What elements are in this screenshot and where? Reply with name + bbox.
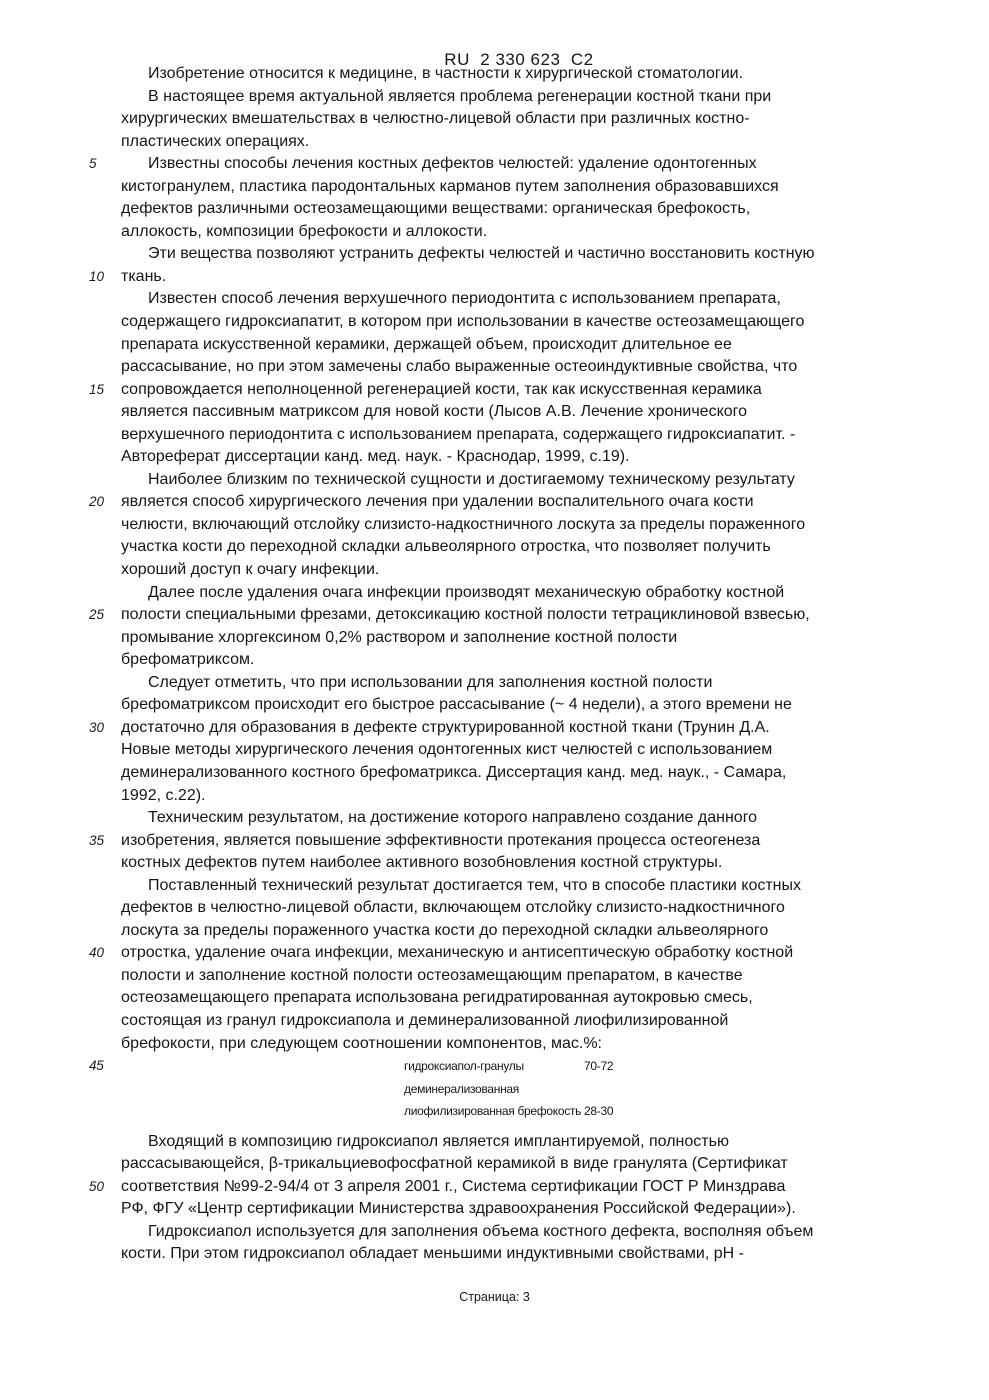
line-text: Эти вещества позволяют устранить дефекты челюстей и частично восстановить костную	[148, 245, 815, 263]
text-line	[0, 987, 989, 1010]
line-number-marker: 50	[89, 1178, 105, 1194]
line-text: костных дефектов путем наиболее активного возобновления костной структуры.	[121, 854, 723, 872]
text-line	[0, 762, 989, 785]
line-text: Новые методы хирургического лечения одонтогенных кист челюстей с использованием	[121, 741, 773, 759]
composition-label: лиофилизированная брефокость	[404, 1104, 582, 1119]
text-line	[0, 288, 989, 311]
text-line	[0, 1010, 989, 1033]
line-text: хороший доступ к очагу инфекции.	[121, 561, 380, 579]
line-number-marker: 5	[89, 156, 97, 172]
document-number: RU 2 330 623 C2	[444, 50, 594, 69]
text-line	[0, 379, 989, 402]
text-line	[0, 266, 989, 289]
line-text: РФ, ФГУ «Центр сертификации Министерства здравоохранения Российской Федерации»).	[121, 1200, 796, 1218]
line-text: брефокости, при следующем соотношении компонентов, мас.%:	[121, 1034, 602, 1052]
text-line	[0, 536, 989, 559]
text-line	[0, 627, 989, 650]
line-text: отростка, удаление очага инфекции, механическую и антисептическую обработку костной	[121, 944, 794, 962]
line-text: соответствия №99-2-94/4 от 3 апреля 2001 г., Система сертификации ГОСТ Р Минздрава	[121, 1177, 786, 1195]
line-text: полости и заполнение костной полости остеозамещающим препаратом, в качестве	[121, 966, 743, 984]
line-text: Наиболее близким по технической сущности и достигаемому техническому результату	[148, 470, 795, 488]
line-text: рассасывание, но при этом замечены слабо выраженные остеоиндуктивные свойства, что	[121, 358, 798, 376]
text-line	[0, 1176, 989, 1199]
line-text: 1992, с.22).	[121, 786, 206, 804]
line-text: Следует отметить, что при использовании для заполнения костной полости	[148, 673, 713, 691]
text-line	[0, 942, 989, 965]
text-line	[0, 469, 989, 492]
text-line	[0, 1198, 989, 1221]
line-text: Входящий в композицию гидроксиапол является имплантируемой, полностью	[148, 1132, 729, 1150]
text-line	[0, 334, 989, 357]
line-text: достаточно для образования в дефекте структурированной костной ткани (Трунин Д.А.	[121, 718, 770, 736]
text-line	[0, 446, 989, 469]
text-line	[0, 694, 989, 717]
line-text: брефоматриксом.	[121, 651, 255, 669]
line-text: состоящая из гранул гидроксиапола и деминерализованной лиофилизированной	[121, 1011, 729, 1029]
text-line	[0, 852, 989, 875]
composition-label: деминерализованная	[404, 1081, 519, 1096]
composition-row	[0, 1100, 989, 1123]
text-line	[0, 63, 989, 86]
line-number-marker: 15	[89, 381, 105, 397]
line-text: аллокость, композиции брефокости и аллокости.	[121, 222, 488, 240]
line-text: ткань.	[121, 267, 167, 285]
text-line	[0, 1243, 989, 1266]
text-line	[0, 897, 989, 920]
line-text: хирургических вмешательствах в челюстно-лицевой области при различных костно-	[121, 110, 750, 128]
line-number-marker: 30	[89, 719, 105, 735]
line-number-marker: 45	[89, 1058, 104, 1074]
line-text: Изобретение относится к медицине, в частности к хирургической стоматологии.	[148, 65, 744, 82]
line-number-marker: 35	[89, 832, 105, 848]
line-number-marker: 40	[89, 945, 105, 961]
line-text: содержащего гидроксиапатит, в котором при использовании в качестве остеозамещающего	[121, 313, 805, 331]
line-text: промывание хлоргексином 0,2% раствором и заполнение костной полости	[121, 628, 678, 646]
composition-value: 70-72	[584, 1059, 614, 1074]
line-text: кости. При этом гидроксиапол обладает меньшими индуктивными свойствами, pH -	[121, 1245, 744, 1263]
line-number-marker: 20	[89, 494, 105, 510]
composition-value: 28-30	[584, 1104, 614, 1119]
line-text: деминерализованного костного брефоматрикса. Диссертация канд. мед. наук., - Самара,	[121, 763, 787, 781]
text-line	[0, 514, 989, 537]
line-text: кистогранулем, пластика пародонтальных карманов путем заполнения образовавшихся	[121, 177, 779, 195]
text-line	[0, 1153, 989, 1176]
line-number-marker: 25	[89, 607, 105, 623]
line-text: Поставленный технический результат достигается тем, что в способе пластики костных	[148, 876, 802, 894]
line-text: дефектов в челюстно-лицевой области, включающем отслойку слизисто-надкостничного	[121, 899, 785, 917]
line-text: участка кости до переходной складки альвеолярного отростка, что позволяет получить	[121, 538, 771, 556]
text-line	[0, 311, 989, 334]
line-text: лоскута за пределы пораженного участка кости до переходной складки альвеолярного	[121, 921, 769, 939]
text-line	[0, 830, 989, 853]
line-text: брефоматриксом происходит его быстрое рассасывание (~ 4 недели), а этого времени не	[121, 696, 792, 714]
line-text: сопровождается неполноценной регенерацией кости, так как искусственная керамика	[121, 380, 762, 398]
text-line	[0, 243, 989, 266]
text-line	[0, 649, 989, 672]
line-number-marker: 10	[89, 268, 105, 284]
text-line	[0, 108, 989, 131]
line-text: изобретения, является повышение эффективности протекания процесса остеогенеза	[121, 831, 761, 849]
line-text: препарата искусственной керамики, держащей объем, происходит длительное ее	[121, 335, 732, 353]
line-text: Автореферат диссертации канд. мед. наук. - Краснодар, 1999, с.19).	[121, 448, 630, 466]
text-line	[0, 920, 989, 943]
text-line	[0, 198, 989, 221]
text-line	[0, 153, 989, 176]
text-line	[0, 582, 989, 605]
line-text: челюсти, включающий отслойку слизисто-надкостничного лоскута за пределы пораженного	[121, 515, 806, 533]
line-text: В настоящее время актуальной является проблема регенерации костной ткани при	[148, 87, 772, 105]
line-text: полости специальными фрезами, детоксикацию костной полости тетрациклиновой взвесью,	[121, 606, 810, 624]
line-text: Известны способы лечения костных дефектов челюстей: удаление одонтогенных	[148, 155, 757, 173]
text-line	[0, 604, 989, 627]
text-line	[0, 491, 989, 514]
line-text: верхушечного периодонтита с использованием препарата, содержащего гидроксиапатит. -	[121, 425, 796, 443]
text-line	[0, 176, 989, 199]
line-text: Далее после удаления очага инфекции производят механическую обработку костной	[148, 583, 785, 601]
text-line	[0, 424, 989, 447]
composition-label: гидроксиапол-гранулы	[404, 1059, 524, 1074]
text-line	[0, 875, 989, 898]
line-text: остеозамещающего препарата использована регидратированная аутокровью смесь,	[121, 989, 753, 1007]
text-line	[0, 785, 989, 808]
text-line	[0, 1131, 989, 1154]
document-body	[0, 63, 989, 1266]
text-line	[0, 356, 989, 379]
line-text: пластических операциях.	[121, 132, 310, 150]
line-text: является способ хирургического лечения при удалении воспалительного очага кости	[121, 493, 754, 511]
text-line	[0, 559, 989, 582]
composition-row	[0, 1078, 989, 1101]
page-number-label: Страница: 3	[459, 1290, 530, 1304]
text-line	[0, 1221, 989, 1244]
page-footer	[0, 1290, 989, 1304]
text-line	[0, 86, 989, 109]
line-text: дефектов различными остеозамещающими веществами: органическая брефокость,	[121, 200, 751, 218]
text-line	[0, 717, 989, 740]
text-line	[0, 739, 989, 762]
text-line	[0, 221, 989, 244]
line-text: рассасывающейся, β-трикальциевофосфатной керамикой в виде гранулята (Сертификат	[121, 1155, 788, 1173]
text-line	[0, 672, 989, 695]
text-line	[0, 401, 989, 424]
text-line	[0, 807, 989, 830]
line-text: Известен способ лечения верхушечного периодонтита с использованием препарата,	[148, 290, 781, 308]
line-text: Техническим результатом, на достижение которого направлено создание данного	[148, 809, 758, 827]
line-text: является пассивным матриксом для новой кости (Лысов А.В. Лечение хронического	[121, 403, 748, 421]
composition-row	[0, 1055, 989, 1078]
text-line	[0, 131, 989, 154]
text-line	[0, 965, 989, 988]
line-text: Гидроксиапол используется для заполнения объема костного дефекта, восполняя объем	[148, 1222, 814, 1240]
text-line	[0, 1033, 989, 1056]
